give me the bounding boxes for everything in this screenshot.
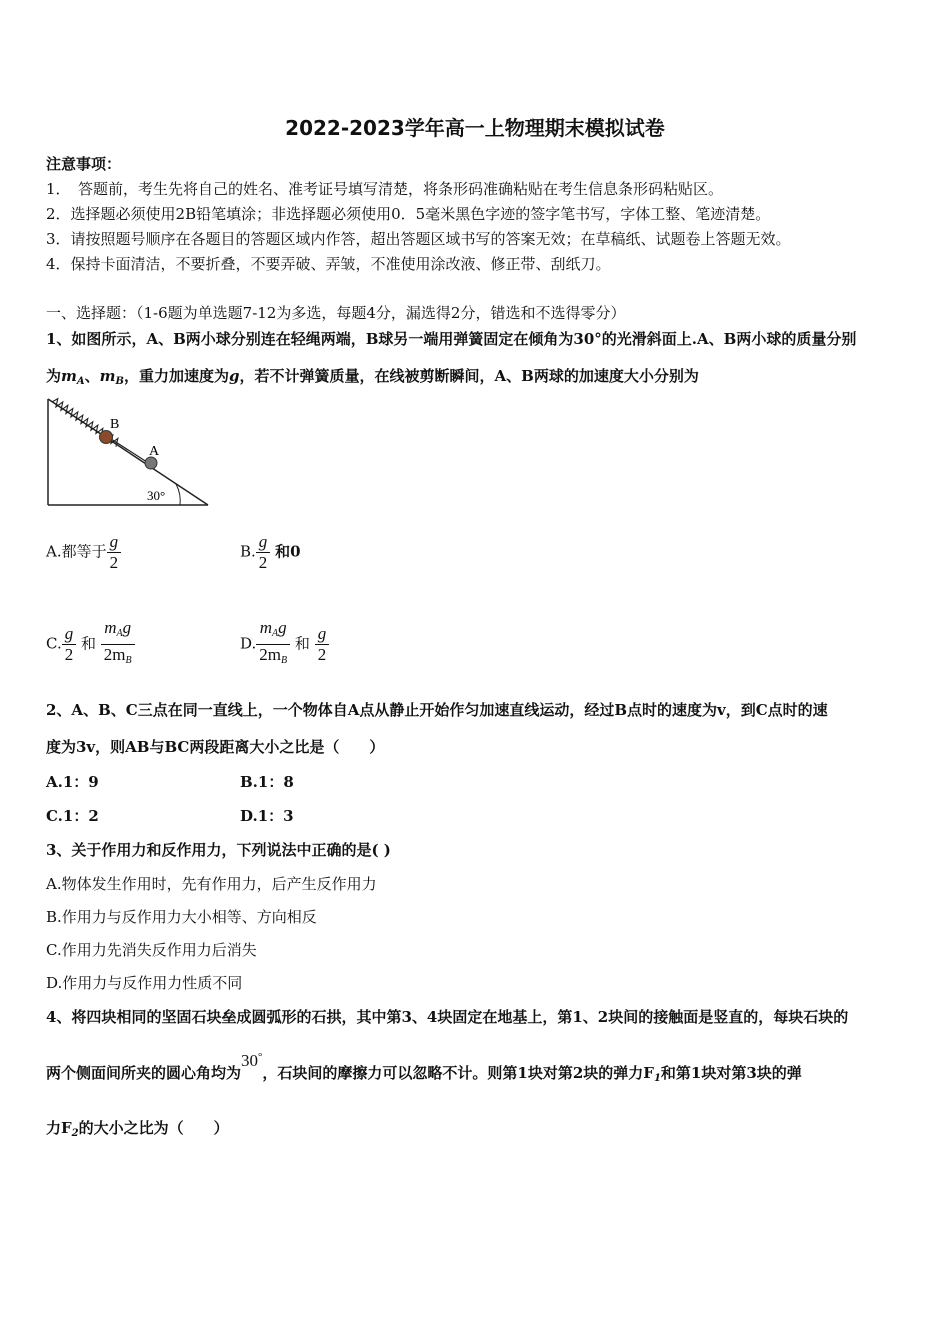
angle-arc [176,484,180,505]
q3-option-a: A.物体发生作用时，先有作用力，后产生反作用力 [46,875,377,893]
q1-option-a: A.都等于 $\frac{g}{2}$ [46,532,121,573]
notice-item: 4．保持卡面清洁，不要折叠，不要弄破、弄皱，不准使用涂改液、修正带、刮纸刀。 [46,255,611,273]
q2-option-d: D.1：3 [240,807,294,825]
incline-figure [40,395,220,513]
q2-stem-line1: 2、A、B、C三点在同一直线上，一个物体自A点从静止开始作匀加速直线运动，经过B点时的速度为v，到C点时的速 [46,701,828,719]
q1-option-c: C. $\frac{g}{2}$ 和 $\frac{m_Ag}{2m_B}$ [46,618,135,671]
rope [108,437,150,464]
notice-item: 3．请按照题号顺序在各题目的答题区域内作答，超出答题区域书写的答案无效；在草稿纸、试题卷上答题无效。 [46,230,791,248]
q1-option-b: B. $\frac{g}{2}$ 和0 [240,532,301,572]
q3-option-c: C.作用力先消失反作用力后消失 [46,941,257,959]
q1-stem-line2: 为$m_A$、$m_B$，重力加速度为g，若不计弹簧质量，在线被剪断瞬间，A、B两球的加速度大小分别为 [46,367,699,387]
label-a: A [149,444,160,459]
notice-item: 2．选择题必须使用2B铅笔填涂；非选择题必须使用0．5毫米黑色字迹的签字笔书写，字体工整、笔迹清楚。 [46,205,771,223]
page-title: 2022-2023学年高一上物理期末模拟试卷 [285,116,665,140]
notice-heading: 注意事项： [46,155,122,173]
q3-option-b: B.作用力与反作用力大小相等、方向相反 [46,908,317,926]
q1-stem-line1: 1、如图所示，A、B两小球分别连在轻绳两端，B球另一端用弹簧固定在倾角为30°的光滑斜面上.A、B两小球的质量分别 [46,330,857,348]
q2-option-b: B.1：8 [240,773,294,791]
angle-value: 30° [241,1051,263,1070]
q4-stem-line1: 4、将四块相同的坚固石块垒成圆弧形的石拱，其中第3、4块固定在地基上，第1、2块间的接触面是竖直的，每块石块的 [46,1008,849,1026]
q4-stem-line2: 两个侧面间所夹的圆心角均为30°，石块间的摩擦力可以忽略不计。则第1块对第2块的弹力$F_1$和第1块对第3块的弹 [46,1051,802,1084]
q1-option-d: D. $\frac{m_Ag}{2m_B}$ 和 $\frac{g}{2}$ [240,618,329,671]
q3-stem: 3、关于作用力和反作用力，下列说法中正确的是( ) [46,841,391,859]
q2-stem-line2: 度为3v，则AB与BC两段距离大小之比是（ ） [46,738,385,756]
q3-option-d: D.作用力与反作用力性质不同 [46,974,243,992]
angle-label: 30° [147,488,166,503]
q2-option-a: A.1：9 [46,773,99,791]
ball-b [100,431,113,444]
notice-item: 1． 答题前，考生先将自己的姓名、准考证号填写清楚，将条形码准确粘贴在考生信息条形码粘贴区。 [46,180,724,198]
section-heading: 一、选择题：（1-6题为单选题7-12为多选，每题4分，漏选得2分，错选和不选得零分） [46,304,626,322]
label-b: B [110,417,120,432]
incline-slope [48,399,208,505]
q4-stem-line3: 力$F_2$的大小之比为（ ） [46,1119,229,1139]
q2-option-c: C.1：2 [46,807,99,825]
